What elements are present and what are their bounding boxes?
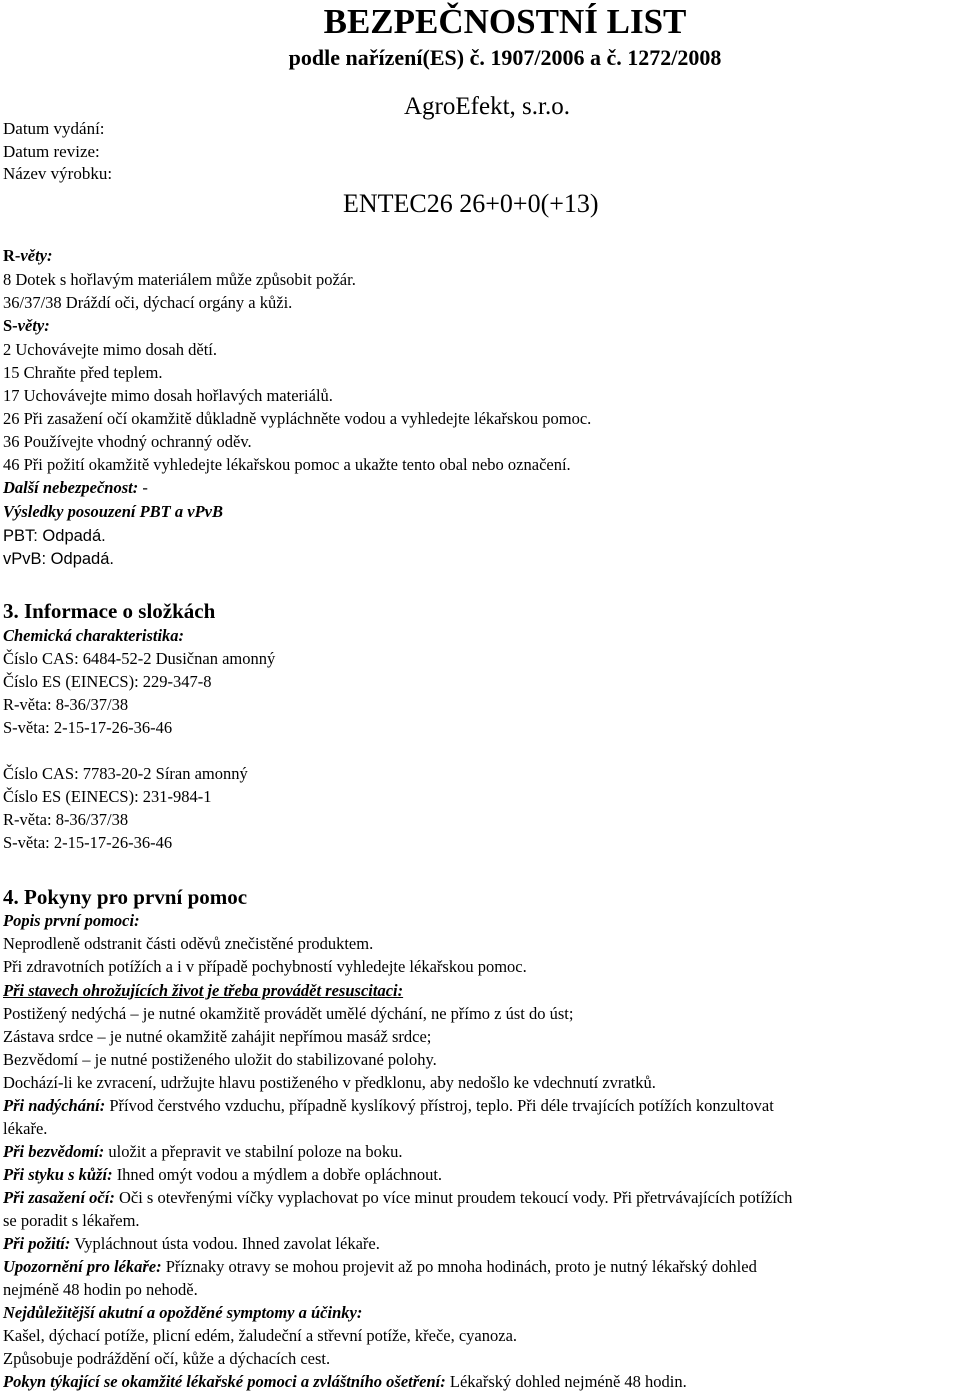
eye-contact-instructions: Při zasažení očí: Oči s otevřenými víčky vyplachovat po více minut proudem tekoucí vody. Při přetrvávajících potížích [3,1188,793,1207]
inhalation-instructions: Při nadýchání: Přívod čerstvého vzduchu, případně kyslíkový přístroj, teplo. Při déle trvajících potížích konzultovat [3,1096,774,1115]
doctor-notice-cont: nejméně 48 hodin po nehodě. [3,1280,198,1299]
component-r: R-věta: 8-36/37/38 [3,810,129,829]
s-phrase: 15 Chraňte před teplem. [3,363,163,382]
symptoms-line: Způsobuje podráždění očí, kůže a dýchacích cest. [3,1349,331,1368]
resuscitation-line: Dochází-li ke zvracení, udržujte hlavu postiženého v předklonu, aby nedošlo ke vdechnutí zvratků. [3,1073,656,1092]
revision-date-label: Datum revize: [3,142,100,161]
s-phrase: 26 Při zasažení očí okamžitě důkladně vypláchněte vodou a vyhledejte lékařskou pomoc. [3,409,592,428]
first-aid-description-label: Popis první pomoci: [3,911,140,930]
component-cas: Číslo CAS: 7783-20-2 Síran amonný [3,764,248,783]
r-phrases-heading: R-věty: [3,246,53,265]
section-3-heading: 3. Informace o složkách [3,599,216,623]
issue-date-label: Datum vydání: [3,119,105,138]
component-cas: Číslo CAS: 6484-52-2 Dusičnan amonný [3,649,276,668]
document-subtitle: podle nařízení(ES) č. 1907/2006 a č. 1272/2008 [288,45,722,70]
resuscitation-label: Při stavech ohrožujících život je třeba provádět resuscitaci: [3,981,404,1000]
chemical-characteristics-label: Chemická charakteristika: [3,626,185,645]
component-s: S-věta: 2-15-17-26-36-46 [3,718,173,737]
pbt-value: PBT: Odpadá. [3,527,106,545]
product-name: ENTEC26 26+0+0(+13) [343,189,599,218]
other-hazards: Další nebezpečnost: - [3,478,148,497]
unconscious-instructions: Při bezvědomí: uložit a přepravit ve stabilní poloze na boku. [3,1142,403,1161]
ingestion-instructions: Při požití: Vypláchnout ústa vodou. Ihned zavolat lékaře. [3,1234,380,1253]
s-phrase: 17 Uchovávejte mimo dosah hořlavých materiálů. [3,386,333,405]
inhalation-instructions-cont: lékaře. [3,1119,48,1138]
symptoms-line: Kašel, dýchací potíže, plicní edém, žaludeční a střevní potíže, křeče, cyanoza. [3,1326,518,1345]
eye-contact-instructions-cont: se poradit s lékařem. [3,1211,140,1230]
component-es: Číslo ES (EINECS): 231-984-1 [3,787,212,806]
s-phrases-heading: S-věty: [3,316,50,335]
product-name-label: Název výrobku: [3,164,113,183]
company-name: AgroEfekt, s.r.o. [404,93,570,120]
resuscitation-line: Bezvědomí – je nutné postiženého uložit do stabilizované polohy. [3,1050,437,1069]
first-aid-line: Neprodleně odstranit části oděvů znečistěné produktem. [3,934,374,953]
component-s: S-věta: 2-15-17-26-36-46 [3,833,173,852]
component-es: Číslo ES (EINECS): 229-347-8 [3,672,212,691]
medical-care-instructions: Pokyn týkající se okamžité lékařské pomoci a zvláštního ošetření: Lékařský dohled nejméně 48 hodin. [3,1372,687,1391]
s-phrase: 36 Používejte vhodný ochranný oděv. [3,432,252,451]
vpvb-value: vPvB: Odpadá. [3,550,114,568]
r-phrase: 8 Dotek s hořlavým materiálem může způsobit požár. [3,270,356,289]
skin-contact-instructions: Při styku s kůží: Ihned omýt vodou a mýdlem a dobře opláchnout. [3,1165,443,1184]
resuscitation-line: Postižený nedýchá – je nutné okamžitě provádět umělé dýchání, ne přímo z úst do úst; [3,1004,574,1023]
s-phrase: 2 Uchovávejte mimo dosah dětí. [3,340,217,359]
document-title: BEZPEČNOSTNÍ LIST [323,2,687,41]
symptoms-label: Nejdůležitější akutní a opožděné symptomy a účinky: [3,1303,363,1322]
s-phrase: 46 Při požití okamžitě vyhledejte lékařskou pomoc a ukažte tento obal nebo označení. [3,455,571,474]
r-phrase: 36/37/38 Dráždí oči, dýchací orgány a kůži. [3,293,293,312]
resuscitation-line: Zástava srdce – je nutné okamžitě zahájit nepřímou masáž srdce; [3,1027,432,1046]
doctor-notice: Upozornění pro lékaře: Příznaky otravy se mohou projevit až po mnoha hodinách, proto je nutný lékařský dohled [3,1257,757,1276]
component-r: R-věta: 8-36/37/38 [3,695,129,714]
pbt-heading: Výsledky posouzení PBT a vPvB [3,502,223,521]
first-aid-line: Při zdravotních potížích a i v případě pochybností vyhledejte lékařskou pomoc. [3,957,527,976]
section-4-heading: 4. Pokyny pro první pomoc [3,885,248,909]
